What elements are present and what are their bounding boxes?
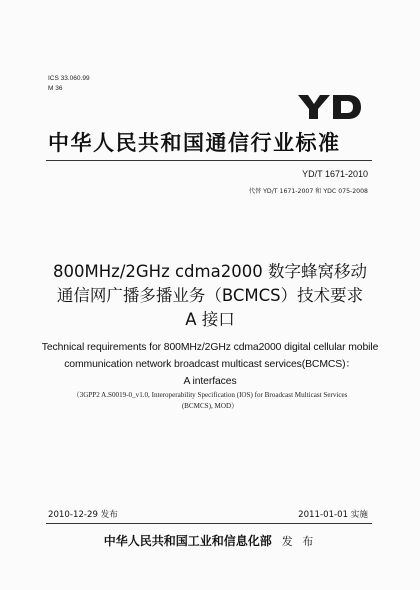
yd-logo: [296, 94, 362, 120]
classification-codes: [48, 74, 90, 94]
yd-logo-letter-d: [333, 95, 361, 119]
english-title-line-3: A interfaces: [183, 376, 237, 387]
source-note-line-1: （3GPP2 A.S0019-0_v1.0, Interoperability Specification (IOS) for Broadcast Multicast Services: [72, 391, 348, 399]
footer-divider: [46, 523, 372, 524]
standard-number: YD/T 1671-2010: [302, 169, 368, 179]
chinese-title-line-2: 通信网广播多播业务（BCMCS）技术要求: [56, 286, 364, 305]
header-divider: [46, 160, 372, 161]
chinese-title-line-1: 800MHz/2GHz cdma2000 数字蜂窝移动: [53, 262, 367, 281]
replaces-note: 代替 YD/T 1671-2007 和 YDC 075-2008: [248, 188, 368, 195]
implementation-date: 2011-01-01 实施: [298, 510, 368, 520]
source-note-line-2: (BCMCS), MOD）: [181, 402, 239, 410]
ics-code: ICS 33.060.99: [48, 75, 90, 82]
publisher-line: [0, 532, 420, 549]
publisher-name: 中华人民共和国工业和信息化部: [103, 534, 272, 548]
publisher-action: 发 布: [281, 535, 317, 548]
standard-category-title: 中华人民共和国通信行业标准: [48, 131, 341, 155]
yd-logo-letter-y: [298, 95, 330, 119]
english-title-line-2: communication network broadcast multicast services(BCMCS)：: [64, 359, 356, 370]
chinese-title-line-3: A 接口: [185, 310, 235, 329]
ccs-code: M 36: [48, 85, 63, 92]
issue-date: 2010-12-29 发布: [48, 510, 118, 520]
english-title-line-1: Technical requirements for 800MHz/2GHz cdma2000 digital cellular mobile: [41, 342, 379, 353]
